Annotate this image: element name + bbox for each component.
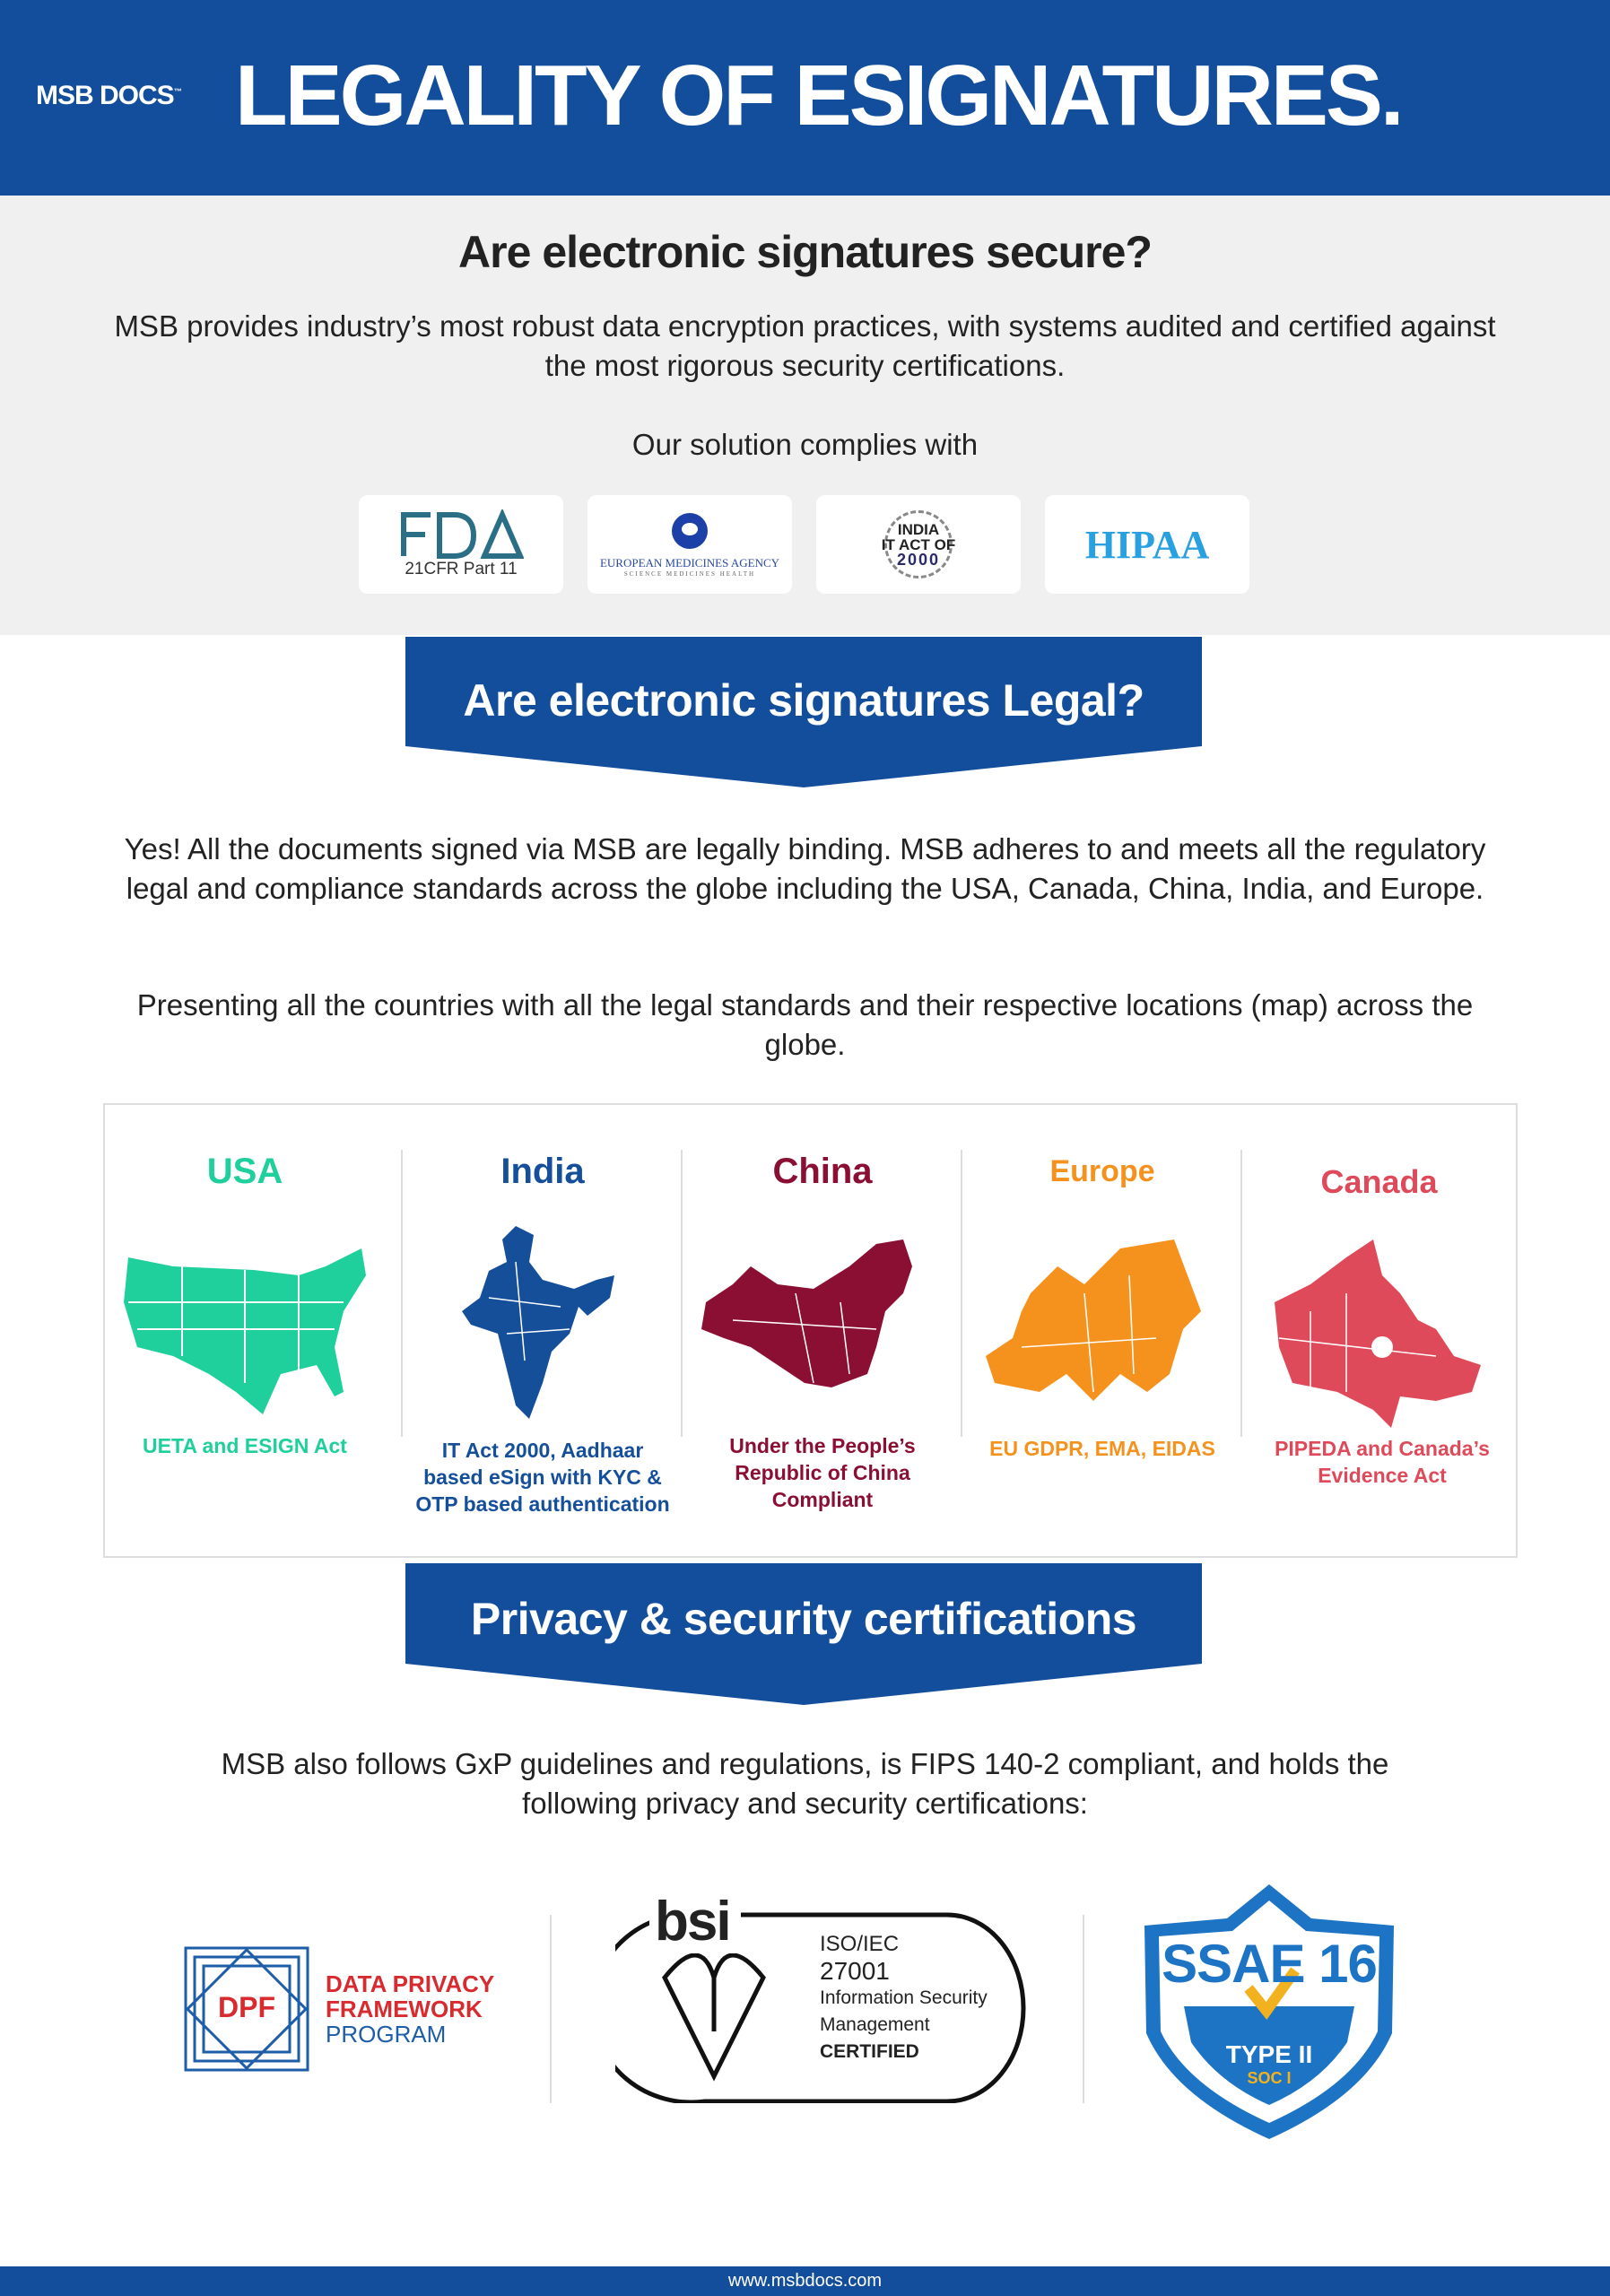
dpf-line3: PROGRAM bbox=[326, 2021, 447, 2048]
region-name: China bbox=[772, 1152, 873, 1191]
logo-divider bbox=[550, 1915, 552, 2103]
region-desc: PIPEDA and Canada’s Evidence Act bbox=[1275, 1437, 1490, 1487]
hipaa-text: HIPAA bbox=[1084, 522, 1210, 567]
region-desc: IT Act 2000, Aadhaar based eSign with KYC & OTP based authentication bbox=[415, 1439, 670, 1516]
ssae-title: SSAE 16 bbox=[1162, 1934, 1377, 1994]
complies-label: Our solution complies with bbox=[631, 428, 979, 461]
bsi-line2: 27001 bbox=[820, 1957, 890, 1985]
ema-globe-icon bbox=[670, 511, 709, 551]
region-name: India bbox=[500, 1152, 585, 1191]
seal-line2: IT ACT OF bbox=[881, 535, 956, 553]
regions-map-panel bbox=[103, 1103, 1518, 1558]
header bbox=[0, 0, 1610, 196]
region-india bbox=[403, 1105, 683, 1556]
dpf-badge: DPF bbox=[218, 1991, 275, 2023]
page-title: LEGALITY OF ESIGNATURES. bbox=[235, 48, 1402, 144]
certs-banner-text: Privacy & security certifications bbox=[470, 1594, 1137, 1644]
certs-body: MSB also follows GxP guidelines and regulations, is FIPS 140-2 compliant, and holds the following privacy and security certifications: bbox=[221, 1747, 1389, 1820]
fda-logo bbox=[359, 495, 563, 594]
europe-map-icon bbox=[977, 1239, 1228, 1419]
msb-docs-logo bbox=[36, 81, 181, 111]
trademark: ™ bbox=[173, 87, 181, 96]
dpf-line2: FRAMEWORK bbox=[326, 1996, 483, 2022]
footer bbox=[0, 2266, 1610, 2296]
ema-logo bbox=[587, 495, 792, 594]
logo-text: MSB DOCS bbox=[36, 81, 174, 110]
india-map-icon bbox=[417, 1226, 668, 1419]
region-desc: UETA and ESIGN Act bbox=[143, 1434, 347, 1457]
dpf-logo bbox=[184, 1946, 494, 2072]
bsi-brand: bsi bbox=[649, 1890, 735, 1953]
ssae-soc: SOC I bbox=[1247, 2069, 1292, 2087]
bsi-line5: CERTIFIED bbox=[820, 2041, 919, 2062]
region-usa bbox=[105, 1105, 385, 1556]
fda-mark-icon bbox=[398, 509, 524, 560]
region-europe bbox=[962, 1105, 1242, 1556]
region-china bbox=[683, 1105, 962, 1556]
china-map-icon bbox=[697, 1239, 948, 1419]
legal-para-2: Presenting all the countries with all the legal standards and their respective locations (map) across the globe. bbox=[136, 988, 1474, 1061]
region-canada bbox=[1242, 1105, 1516, 1556]
security-body: MSB provides industry’s most robust data encryption practices, with systems audited and certified against the most rigorous security certifications. bbox=[114, 309, 1496, 382]
bsi-line4: Management bbox=[820, 2014, 930, 2035]
region-desc: EU GDPR, EMA, EIDAS bbox=[989, 1437, 1215, 1460]
region-name: USA bbox=[206, 1152, 283, 1191]
canada-map-icon bbox=[1257, 1239, 1508, 1428]
bsi-iso-27001-logo bbox=[615, 1891, 1028, 2103]
region-name: Canada bbox=[1320, 1163, 1438, 1200]
logo-divider bbox=[1083, 1915, 1084, 2103]
seal-line3: 2000 bbox=[896, 550, 941, 569]
shield-icon bbox=[1141, 1881, 1397, 2141]
legal-banner-text: Are electronic signatures Legal? bbox=[463, 675, 1144, 726]
ssae-type: TYPE II bbox=[1225, 2040, 1313, 2068]
bsi-text bbox=[820, 1931, 988, 2066]
india-it-act-logo bbox=[816, 495, 1021, 594]
usa-map-icon bbox=[119, 1239, 370, 1419]
bsi-line1: ISO/IEC bbox=[820, 1932, 900, 1956]
region-desc: Under the People’s Republic of China Compliant bbox=[729, 1434, 916, 1511]
legal-banner bbox=[405, 637, 1202, 789]
dpf-text bbox=[326, 1971, 494, 2047]
legal-para-1: Yes! All the documents signed via MSB are legally binding. MSB adheres to and meets all the regulatory legal and compliance standards across the globe including the USA, Canada, China, India, and Europe. bbox=[124, 832, 1486, 905]
dpf-line1: DATA PRIVACY bbox=[326, 1970, 495, 1997]
fda-caption: 21CFR Part 11 bbox=[405, 560, 518, 578]
ssae16-badge bbox=[1141, 1881, 1397, 2141]
bsi-line3: Information Security bbox=[820, 1987, 988, 2008]
security-heading: Are electronic signatures secure? bbox=[458, 227, 1152, 277]
seal-line1: INDIA bbox=[897, 520, 940, 538]
region-name: Europe bbox=[1049, 1154, 1155, 1188]
ema-caption: SCIENCE MEDICINES HEALTH bbox=[623, 570, 756, 578]
india-seal bbox=[881, 510, 956, 578]
ema-name: EUROPEAN MEDICINES AGENCY bbox=[599, 556, 780, 570]
footer-url-link[interactable]: www.msbdocs.com bbox=[727, 2271, 883, 2291]
certs-banner bbox=[405, 1563, 1202, 1707]
hipaa-logo bbox=[1045, 495, 1249, 594]
